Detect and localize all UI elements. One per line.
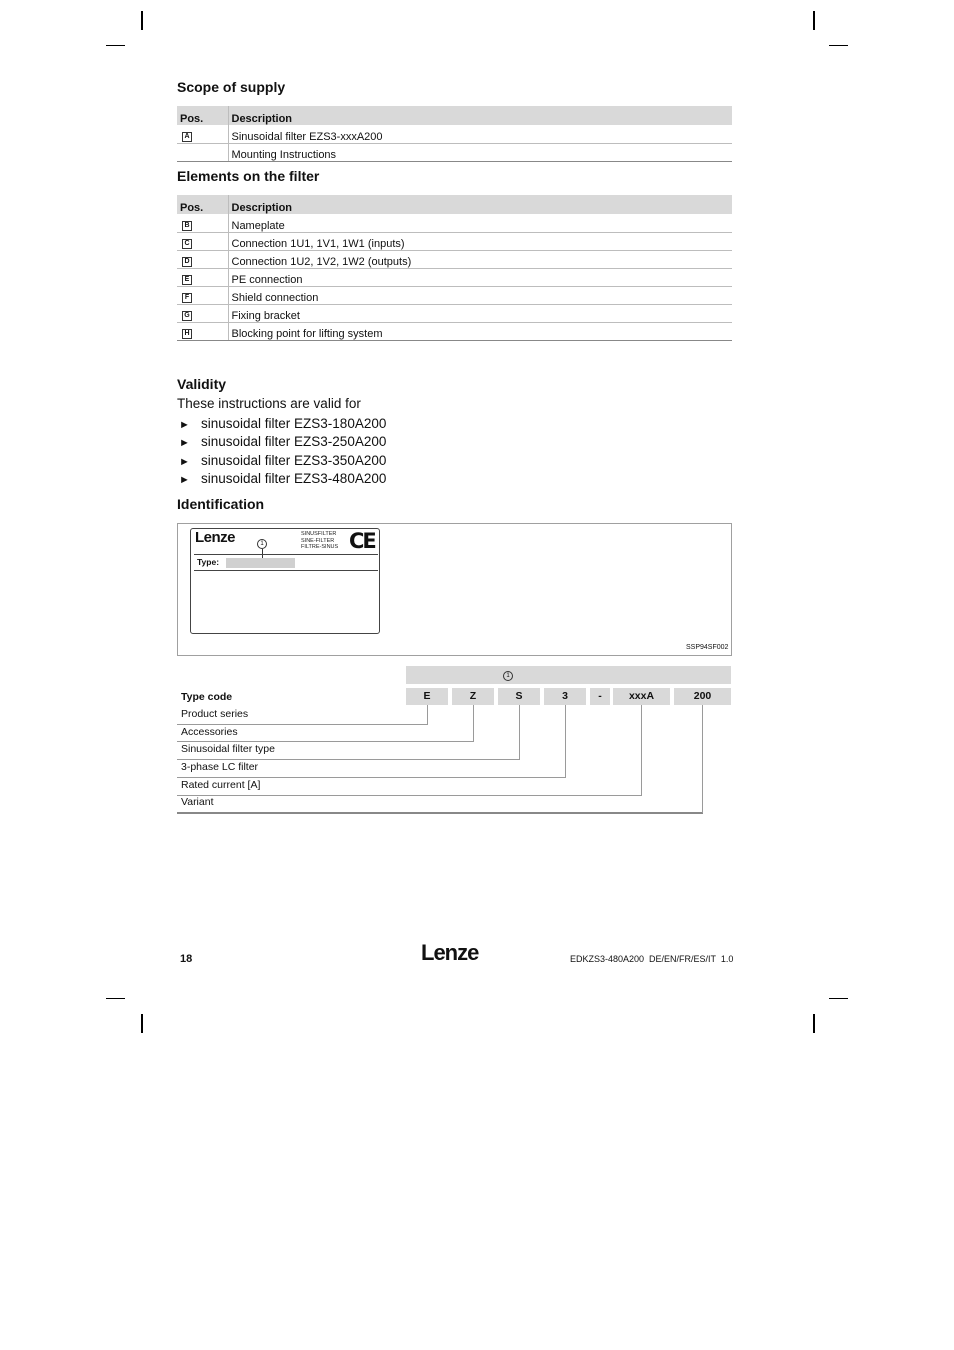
typecode-meaning: Rated current [A] [181,779,261,791]
arrow-right-icon: ► [179,455,190,468]
pos-cell [177,322,228,340]
description-cell: Sinusoidal filter EZS3-xxxA200 [228,125,732,143]
type-label: Type: [197,557,220,567]
position-marker-icon: H [182,329,192,339]
table-header-row [177,195,732,214]
arrow-right-icon: ► [179,437,190,450]
elements-table [177,195,732,341]
description-cell: Blocking point for lifting system [228,322,732,340]
table-row [177,125,732,143]
nameplate-line: SINUSFILTER [301,531,337,537]
typecode-cell: 3 [544,688,586,705]
crop-mark [829,998,848,999]
typecode-cell: 200 [674,688,731,705]
lenze-logo: Lenze [195,529,236,546]
crop-mark [813,1014,815,1033]
list-item-text: sinusoidal filter EZS3-350A200 [201,452,387,468]
validity-intro: These instructions are valid for [177,396,361,411]
leader-line [641,705,642,796]
typecode-meaning: Accessories [181,726,238,738]
table-row [177,250,732,268]
crop-mark [829,45,848,46]
typecode-meaning: Variant [181,796,214,808]
typecode-meaning: 3-phase LC filter [181,761,259,773]
pos-cell [177,304,228,322]
description-cell: Connection 1U2, 1V2, 1W2 (outputs) [228,250,732,268]
leader-line [177,724,428,725]
nameplate-divider [194,570,378,571]
nameplate-divider [194,554,378,555]
list-item [179,415,386,433]
leader-line [473,705,474,742]
leader-line [177,812,703,814]
leader-line [519,705,520,760]
section-title-elements: Elements on the filter [177,168,320,184]
leader-line [177,795,642,796]
scope-table [177,106,732,162]
table-row [177,322,732,340]
pos-cell [177,250,228,268]
pos-header: Pos. [177,195,228,214]
position-marker-icon: E [182,275,192,285]
pos-cell [177,143,228,161]
pos-cell [177,125,228,143]
leader-line [427,705,428,725]
table-row [177,143,732,161]
crop-mark [141,1014,143,1033]
typecode-cell: E [406,688,448,705]
nameplate-line: SINE-FILTER [301,537,335,544]
typecode-meaning: Product series [181,708,249,720]
arrow-right-icon: ► [179,419,190,431]
position-marker-icon: D [182,257,192,267]
arrow-right-icon: ► [179,473,190,486]
pos-cell [177,232,228,250]
ce-mark-icon: CE [349,529,375,553]
list-item-text: sinusoidal filter EZS3-480A200 [201,470,387,486]
table-row [177,286,732,304]
table-row [177,214,732,232]
leader-line [177,759,520,760]
position-marker-icon: F [182,293,192,303]
crop-mark [813,11,815,30]
nameplate-drawing [190,528,380,634]
typecode-meaning: Sinusoidal filter type [181,743,275,755]
list-item-text: sinusoidal filter EZS3-250A200 [201,434,387,450]
typecode-label: Type code [181,691,233,703]
section-title-scope: Scope of supply [177,79,286,95]
table-header-row [177,106,732,125]
position-marker-icon: B [182,221,192,231]
description-cell: Connection 1U1, 1V1, 1W1 (inputs) [228,232,732,250]
list-item [179,433,386,451]
description-cell: Shield connection [228,286,732,304]
table-row [177,268,732,286]
marker-circle: 1 [503,671,513,681]
typecode-cell: S [498,688,540,705]
page-number: 18 [180,953,193,965]
marker-circle: 1 [257,539,267,549]
leader-line [702,705,703,813]
description-header: Description [228,106,732,125]
list-item [179,452,386,470]
typecode-cell: - [590,688,610,705]
leader-line [565,705,566,778]
section-title-validity: Validity [177,376,227,392]
type-value-field [226,558,295,568]
position-marker-icon: C [182,239,192,249]
pos-cell [177,286,228,304]
description-cell: Nameplate [228,214,732,232]
crop-mark [106,998,125,999]
table-row [177,304,732,322]
description-header: Description [228,195,732,214]
description-cell: Fixing bracket [228,304,732,322]
validity-list [179,415,386,488]
nameplate-product-lines [301,531,338,551]
section-title-identification: Identification [177,496,265,512]
crop-mark [141,11,143,30]
figure-code: SSP94SF002 [686,644,729,651]
description-cell: Mounting Instructions [228,143,732,161]
pos-cell [177,214,228,232]
leader-line [177,777,566,778]
position-marker-icon: G [182,311,192,321]
crop-mark [106,45,125,46]
typecode-cell: Z [452,688,494,705]
description-cell: PE connection [228,268,732,286]
document-id: EDKZS3-480A200 DE/EN/FR/ES/IT 1.0 [570,954,734,964]
leader-line [177,741,474,742]
table-row [177,232,732,250]
nameplate-line: FILTRE-SINUS [301,544,339,550]
typecode-cell: xxxA [613,688,670,705]
position-marker-icon: A [182,132,192,142]
list-item-text: sinusoidal filter EZS3-180A200 [201,416,387,431]
pos-header: Pos. [177,106,228,125]
pos-cell [177,268,228,286]
lenze-logo: Lenze [421,940,479,965]
typecode-marker-band [406,666,731,684]
list-item [179,470,386,488]
